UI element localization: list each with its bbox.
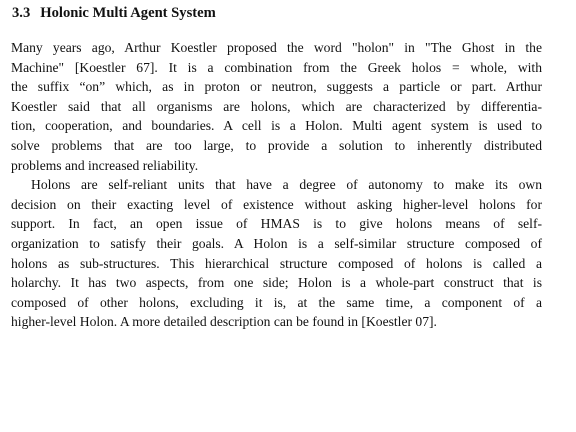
text-line: solve problems that are too large, to provide a solution to inherently distributed xyxy=(11,137,542,153)
paragraph-2 xyxy=(11,175,542,332)
body-text xyxy=(11,38,542,332)
text-line: the suffix “on” which, as in proton or neutron, suggests a particle or part. Arthur xyxy=(11,79,542,95)
document-page xyxy=(11,4,542,332)
paragraph-1 xyxy=(11,38,542,175)
text-line: tion, cooperation, and boundaries. A cell is a Holon. Multi agent system is used to xyxy=(11,118,542,134)
text-line: organization to satisfy their goals. A Holon is a self-similar structure composed of xyxy=(11,235,542,251)
text-line: composed of other holons, excluding it is, at the same time, a component of a xyxy=(11,294,542,310)
text-line: Holons are self-reliant units that have a degree of autonomy to make its own xyxy=(31,177,542,193)
text-line: problems and increased reliability. xyxy=(11,157,199,173)
text-line: Koestler said that all organisms are holons, which are characterized by differentia- xyxy=(11,98,542,114)
text-line: Machine" [Koestler 67]. It is a combination from the Greek holos = whole, with xyxy=(11,59,542,75)
text-line: support. In fact, an open issue of HMAS is to give holons means of self- xyxy=(11,216,542,232)
section-title: Holonic Multi Agent System xyxy=(40,5,216,21)
text-line: holarchy. It has two aspects, from one side; Holon is a whole-part construct that is xyxy=(11,275,542,291)
text-line: decision on their exacting level of existence without asking higher-level holons for xyxy=(11,196,542,212)
text-line: higher-level Holon. A more detailed description can be found in [Koestler 07]. xyxy=(11,314,437,330)
text-line: Many years ago, Arthur Koestler proposed the word "holon" in "The Ghost in the xyxy=(11,40,542,55)
text-line: holons as sub-structures. This hierarchical structure composed of holons is called a xyxy=(11,255,542,271)
section-heading xyxy=(12,4,542,22)
section-number: 3.3 xyxy=(12,5,31,21)
